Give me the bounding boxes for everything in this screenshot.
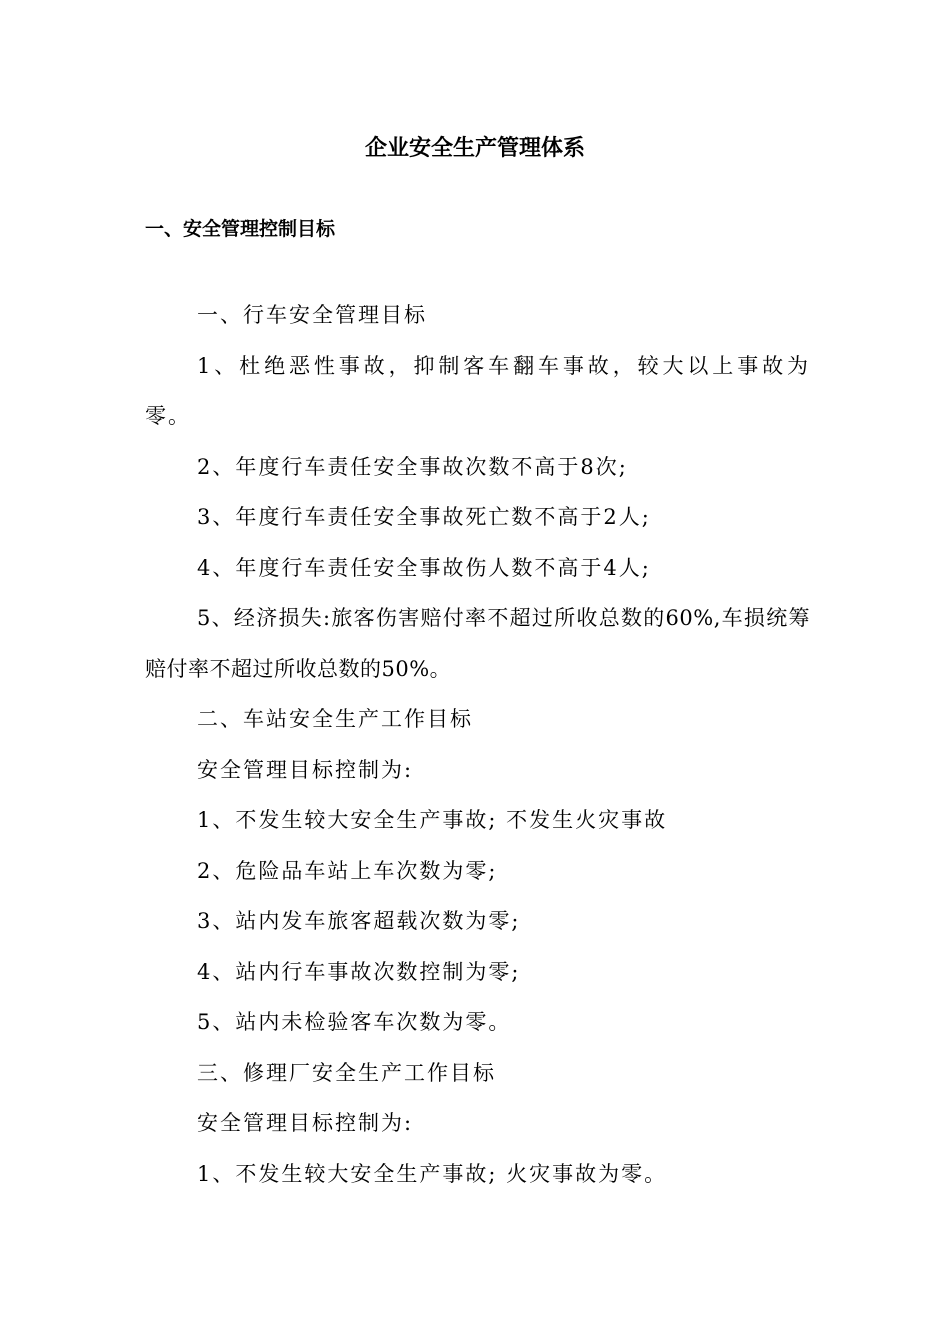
document-body: [145, 290, 810, 1199]
subsection-heading-station-safety: 二、车站安全生产工作目标: [197, 707, 473, 731]
station-target-5: 5、站内未检验客车次数为零。: [197, 1010, 512, 1034]
driving-target-2: 2、年度行车责任安全事故次数不高于8次;: [197, 454, 628, 479]
station-target-2: 2、危险品车站上车次数为零;: [197, 858, 498, 883]
section-heading: 一、安全管理控制目标: [145, 218, 336, 240]
station-control-intro: 安全管理目标控制为:: [197, 757, 414, 782]
driving-target-1: 1、杜绝恶性事故，抑制客车翻车事故，较大以上事故为零。: [145, 353, 810, 428]
station-target-1: 1、不发生较大安全生产事故; 不发生火灾事故: [197, 808, 668, 832]
station-target-4: 4、站内行车事故次数控制为零;: [197, 959, 521, 984]
driving-target-4: 4、年度行车责任安全事故伤人数不高于4人;: [197, 555, 651, 580]
document-title: 企业安全生产管理体系: [364, 136, 585, 161]
repair-control-intro: 安全管理目标控制为:: [197, 1111, 414, 1135]
subsection-heading-driving-safety: 一、行车安全管理目标: [197, 303, 427, 327]
driving-target-3: 3、年度行车责任安全事故死亡数不高于2人;: [197, 505, 651, 529]
subsection-heading-repair-shop-safety: 三、修理厂安全生产工作目标: [197, 1060, 496, 1085]
repair-target-1: 1、不发生较大安全生产事故; 火灾事故为零。: [197, 1161, 668, 1186]
station-target-3: 3、站内发车旅客超载次数为零;: [197, 909, 521, 933]
driving-target-5: 5、经济损失:旅客伤害赔付率不超过所收总数的60%,车损统筹赔付率不超过所收总数的50%。: [145, 606, 810, 681]
